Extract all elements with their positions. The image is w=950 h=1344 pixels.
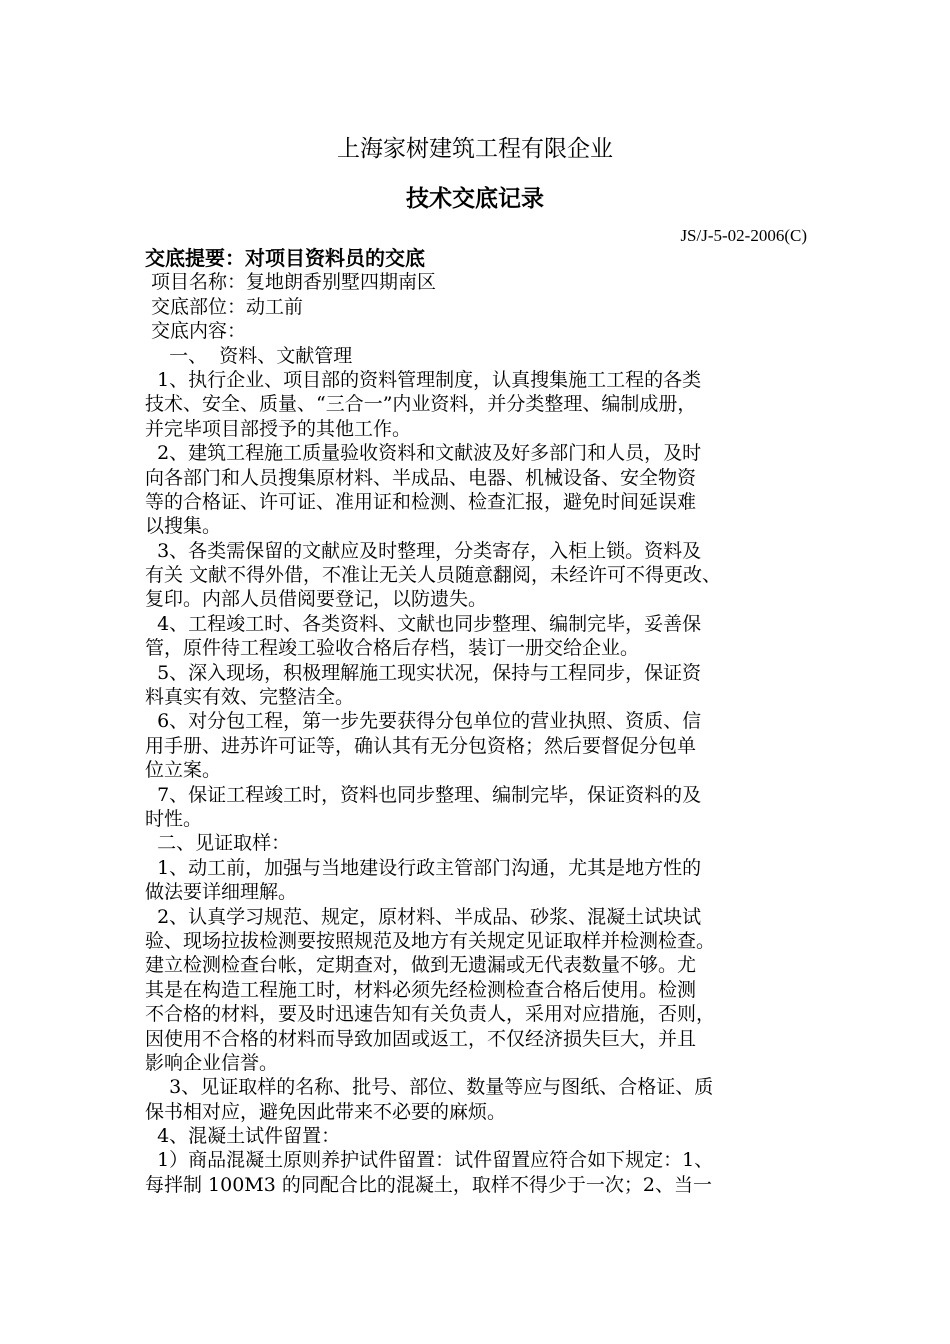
body-line: 做法要详细理解。 [145, 881, 298, 904]
body-line: 向各部门和人员搜集原材料、半成品、电器、机械设备、安全物资 [145, 466, 697, 489]
body-line: 1）商品混凝土原则养护试件留置：试件留置应符合如下规定：1、 [145, 1149, 714, 1172]
body-line: 5、深入现场，积极理解施工现实状况，保持与工程同步，保证资 [145, 661, 702, 684]
body-line: 4、混凝土试件留置： [145, 1125, 341, 1148]
body-line: 等的合格证、许可证、准用证和检测、检查汇报，避免时间延误难 [145, 490, 697, 513]
body-line: 交底内容： [145, 320, 247, 343]
body-line: 用手册、进苏许可证等，确认其有无分包资格；然后要督促分包单 [145, 734, 697, 757]
body-line: 3、各类需保留的文献应及时整理，分类寄存，入柜上锁。资料及 [145, 539, 702, 562]
body-line: 有关 文献不得外借，不准让无关人员随意翻阅，未经许可不得更改、 [145, 564, 722, 587]
body-line: 1、执行企业、项目部的资料管理制度，认真搜集施工工程的各类 [145, 368, 702, 391]
body-line: 2、建筑工程施工质量验收资料和文献波及好多部门和人员，及时 [145, 442, 702, 465]
body-line: 4、工程竣工时、各类资料、文献也同步整理、编制完毕，妥善保 [145, 612, 702, 635]
company-name: 上海家树建筑工程有限企业 [337, 136, 613, 162]
body-line: 并完毕项目部授予的其他工作。 [145, 417, 412, 440]
body-line: 其是在构造工程施工时，材料必须先经检测检查合格后使用。检测 [145, 978, 697, 1001]
body-line: 保书相对应，避免因此带来不必要的麻烦。 [145, 1100, 507, 1123]
body-line: 料真实有效、完整洁全。 [145, 686, 355, 709]
body-line: 影响企业信誉。 [145, 1051, 279, 1074]
body-line: 3、见证取样的名称、批号、部位、数量等应与图纸、合格证、质 [145, 1076, 714, 1099]
body-line: 6、对分包工程，第一步先要获得分包单位的营业执照、资质、信 [145, 710, 702, 733]
body-line: 复印。内部人员借阅要登记，以防遗失。 [145, 588, 488, 611]
body-line: 建立检测检查台帐，定期查对，做到无遗漏或无代表数量不够。尤 [145, 954, 697, 977]
body-line: 一、 资料、文献管理 [145, 344, 353, 367]
body-line: 2、认真学习规范、规定，原材料、半成品、砂浆、混凝土试块试 [145, 905, 702, 928]
body-line: 管，原件待工程竣工验收合格后存档，装订一册交给企业。 [145, 637, 640, 660]
body-line: 验、现场拉拔检测要按照规范及地方有关规定见证取样并检测检查。 [145, 929, 716, 952]
body-line: 因使用不合格的材料而导致加固或返工，不仅经济损失巨大，并且 [145, 1027, 697, 1050]
document-body [145, 246, 825, 1197]
body-line: 每拌制 100M3 的同配合比的混凝土，取样不得少于一次；2、当一 [145, 1173, 712, 1196]
body-line: 以搜集。 [145, 515, 222, 538]
body-line: 二、见证取样： [145, 832, 291, 855]
body-line: 不合格的材料，要及时迅速告知有关负责人，采用对应措施，否则， [145, 1003, 716, 1026]
summary-heading: 交底提要：对项目资料员的交底 [145, 246, 425, 270]
body-line: 1、动工前，加强与当地建设行政主管部门沟通，尤其是地方性的 [145, 856, 702, 879]
document-title: 技术交底记录 [406, 185, 544, 212]
body-line: 时性。 [145, 807, 203, 830]
body-line: 项目名称：复地朗香别墅四期南区 [145, 271, 437, 294]
document-number: JS/J-5-02-2006(C) [680, 226, 807, 245]
body-lines [145, 270, 825, 1197]
body-line: 交底部位：动工前 [145, 295, 304, 318]
body-line: 7、保证工程竣工时，资料也同步整理、编制完毕，保证资料的及 [145, 783, 702, 806]
body-line: 技术、安全、质量、“三合一”内业资料，并分类整理、编制成册， [145, 393, 697, 416]
body-line: 位立案。 [145, 759, 222, 782]
